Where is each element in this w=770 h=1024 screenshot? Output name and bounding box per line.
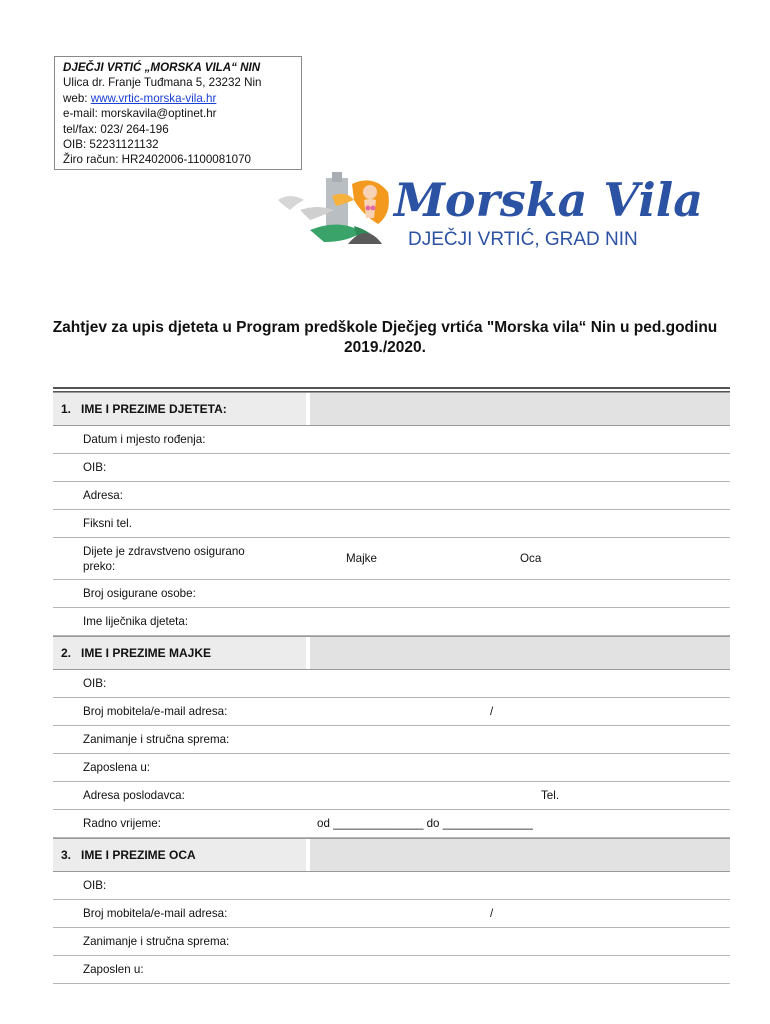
org-name: DJEČJI VRTIĆ „MORSKA VILA“ NIN	[63, 61, 261, 74]
section-father-label	[53, 839, 306, 871]
section-heading: IME I PREZIME DJETETA:	[81, 402, 227, 416]
field-label: Zanimanje i stručna sprema:	[83, 733, 230, 746]
website-link[interactable]: www.vrtic-morska-vila.hr	[90, 91, 217, 105]
form-title-line2: 2019./2020.	[344, 339, 426, 356]
org-address: Ulica dr. Franje Tuđmana 5, 23232 Nin	[63, 76, 262, 90]
row-mother-hours[interactable]	[53, 810, 730, 838]
section-heading: IME I PREZIME MAJKE	[81, 646, 212, 660]
row-father-occupation[interactable]	[53, 928, 730, 956]
row-child-insured[interactable]	[53, 538, 730, 580]
field-label: Zanimanje i stručna sprema:	[83, 935, 230, 948]
section-child	[53, 392, 730, 426]
row-child-birth[interactable]	[53, 426, 730, 454]
field-label: OIB:	[83, 461, 107, 474]
section-father	[53, 838, 730, 872]
row-mother-employer-address[interactable]	[53, 782, 730, 810]
row-father-employed[interactable]	[53, 956, 730, 984]
section-number: 2.	[61, 646, 72, 660]
father-name-field[interactable]	[310, 839, 730, 871]
mobile-separator: /	[490, 907, 494, 920]
field-label: Fiksni tel.	[83, 517, 132, 530]
row-mother-oib[interactable]	[53, 670, 730, 698]
insured-mother-option[interactable]: Majke	[346, 552, 377, 565]
kindergarten-info-box	[54, 56, 302, 170]
org-phone: tel/fax: 023/ 264-196	[63, 122, 169, 136]
field-label: OIB:	[83, 677, 107, 690]
insured-father-option[interactable]: Oca	[520, 552, 542, 565]
logo-name: Morska Vila	[394, 173, 704, 227]
row-child-oib[interactable]	[53, 454, 730, 482]
section-mother-label	[53, 637, 306, 669]
field-label: Zaposlen u:	[83, 963, 144, 976]
row-child-landline[interactable]	[53, 510, 730, 538]
org-account: Žiro račun: HR2402006-1100081070	[63, 153, 251, 167]
field-label: Zaposlena u:	[83, 761, 151, 774]
mother-name-field[interactable]	[310, 637, 730, 669]
field-label: OIB:	[83, 879, 107, 892]
row-child-address[interactable]	[53, 482, 730, 510]
field-label: Adresa poslodavca:	[83, 789, 185, 802]
child-name-field[interactable]	[310, 393, 730, 425]
web-label: web:	[63, 91, 91, 105]
org-email: e-mail: morskavila@optinet.hr	[63, 107, 217, 121]
section-number: 3.	[61, 848, 72, 862]
field-label: Broj mobitela/e-mail adresa:	[83, 705, 228, 718]
section-number: 1.	[61, 402, 72, 416]
field-label: Ime liječnika djeteta:	[83, 615, 189, 628]
row-mother-mobile[interactable]	[53, 698, 730, 726]
org-web	[63, 91, 293, 106]
employer-tel-label: Tel.	[541, 789, 560, 802]
row-mother-occupation[interactable]	[53, 726, 730, 754]
field-label: Broj osigurane osobe:	[83, 587, 196, 600]
field-label: Datum i mjesto rođenja:	[83, 433, 206, 446]
field-label: Adresa:	[83, 489, 123, 502]
form-title	[30, 318, 740, 358]
row-father-mobile[interactable]	[53, 900, 730, 928]
row-mother-employed[interactable]	[53, 754, 730, 782]
field-label	[83, 538, 245, 579]
insured-label-line1: Dijete je zdravstveno osigurano	[83, 544, 245, 558]
row-child-insured-person[interactable]	[53, 580, 730, 608]
logo-subtitle: DJEČJI VRTIĆ, GRAD NIN	[408, 229, 638, 250]
mobile-separator: /	[490, 705, 494, 718]
hours-value[interactable]: od ______________ do ______________	[317, 817, 533, 830]
form-title-line1: Zahtjev za upis djeteta u Program predškole Dječjeg vrtića "Morska vila“ Nin u ped.godinu	[52, 319, 718, 336]
org-oib: OIB: 52231121132	[63, 138, 159, 152]
morska-vila-logo	[270, 170, 720, 250]
section-mother	[53, 636, 730, 670]
section-heading: IME I PREZIME OCA	[81, 848, 196, 862]
field-label: Radno vrijeme:	[83, 817, 161, 830]
section-child-label	[53, 393, 306, 425]
enrollment-form	[53, 387, 730, 984]
field-label: Broj mobitela/e-mail adresa:	[83, 907, 228, 920]
row-father-oib[interactable]	[53, 872, 730, 900]
insured-label-line2: preko:	[83, 559, 116, 573]
row-child-doctor[interactable]	[53, 608, 730, 636]
